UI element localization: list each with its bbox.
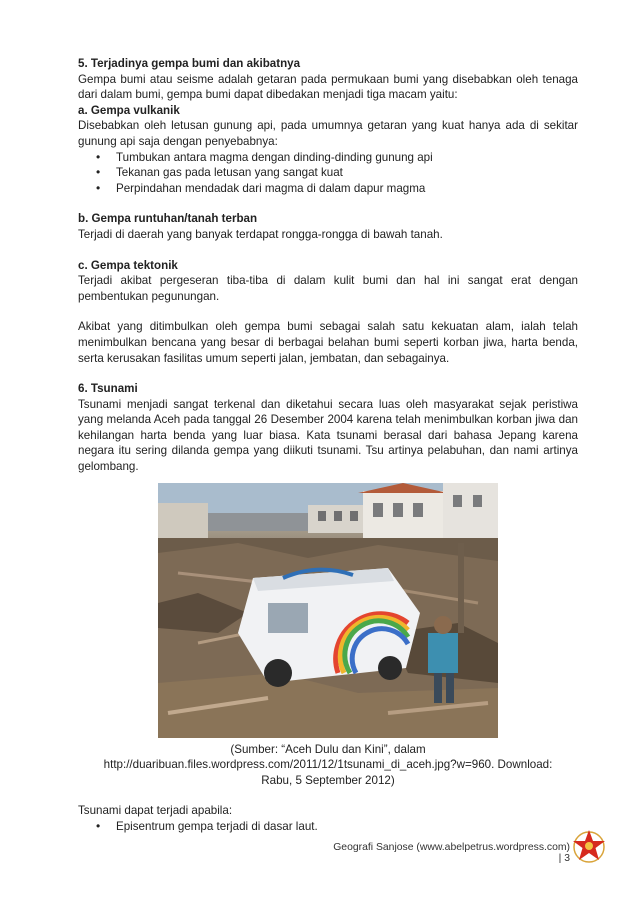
star-logo-icon <box>571 828 607 864</box>
tsunami-paragraph: Tsunami menjadi sangat terkenal dan diketahui secara luas oleh masyarakat sejak peristiwa yang melanda Aceh pada tanggal 26 Desember 2004 karena telah menimbulkan korban jiwa dan kehilangan harta benda yang luar biasa. Kata tsunami berasal dari bahasa Jepang karena negara itu sering dilanda gempa yang diikuti tsunami. Tsu artinya pelabuhan, dan nami artinya gelombang. <box>78 397 578 474</box>
effects-paragraph: Akibat yang ditimbulkan oleh gempa bumi sebagai salah satu kekuatan alam, ialah telah menimbulkan bencana yang besar di berbagai belahan bumi seperti korban jiwa, harta benda, serta kerusakan fasilitas umum seperti jalan, jembatan, dan sebagainya. <box>78 320 578 365</box>
caption-source-url: http://duaribuan.files.wordpress.com/2011/12/1tsunami_di_aceh.jpg?w=960. Download: <box>103 758 553 772</box>
tsunami-conditions-intro: Tsunami dapat terjadi apabila: <box>78 804 233 818</box>
section-5-intro: Gempa bumi atau seisme adalah getaran pada permukaan bumi yang disebabkan oleh tenaga dari dalam bumi, gempa bumi dapat dibedakan menjadi tiga macam yaitu: <box>78 72 578 102</box>
list-item: • Tumbukan antara magma dengan dinding-dinding gunung api <box>116 150 578 166</box>
collapse-heading: b. Gempa runtuhan/tanah terban <box>78 212 258 226</box>
photo-caption <box>78 742 578 789</box>
volcanic-heading: a. Gempa vulkanik <box>78 103 180 117</box>
list-item: • Perpindahan mendadak dari magma di dalam dapur magma <box>116 181 578 197</box>
section-5-heading: 5. Terjadinya gempa bumi dan akibatnya <box>78 57 301 70</box>
tectonic-text: Terjadi akibat pergeseran tiba-tiba di dalam kulit bumi dan hal ini sangat erat dengan pembentukan pegunungan. <box>78 274 578 303</box>
tsunami-conditions-list <box>78 819 578 835</box>
volcanic-text: Disebabkan oleh letusan gunung api, pada umumnya getaran yang kuat hanya ada di sekitar gunung api saja dengan penyebabnya: <box>78 119 578 148</box>
caption-download-date: Rabu, 5 September 2012) <box>261 773 395 787</box>
photo-container <box>78 483 578 738</box>
list-item: • Tekanan gas pada letusan yang sangat kuat <box>116 165 578 181</box>
page-footer: Geografi Sanjose (www.abelpetrus.wordpress.com) | 3 <box>333 842 570 864</box>
page-content <box>78 56 578 835</box>
collapse-text: Terjadi di daerah yang banyak terdapat rongga-rongga di bawah tanah. <box>78 227 443 241</box>
volcanic-causes-list <box>78 150 578 197</box>
tectonic-heading: c. Gempa tektonik <box>78 258 178 272</box>
caption-source-title: (Sumber: “Aceh Dulu dan Kini”, dalam <box>230 742 426 756</box>
tsunami-aftermath-photo <box>158 483 498 738</box>
section-6-heading: 6. Tsunami <box>78 382 138 396</box>
list-item: • Episentrum gempa terjadi di dasar laut. <box>116 819 578 835</box>
